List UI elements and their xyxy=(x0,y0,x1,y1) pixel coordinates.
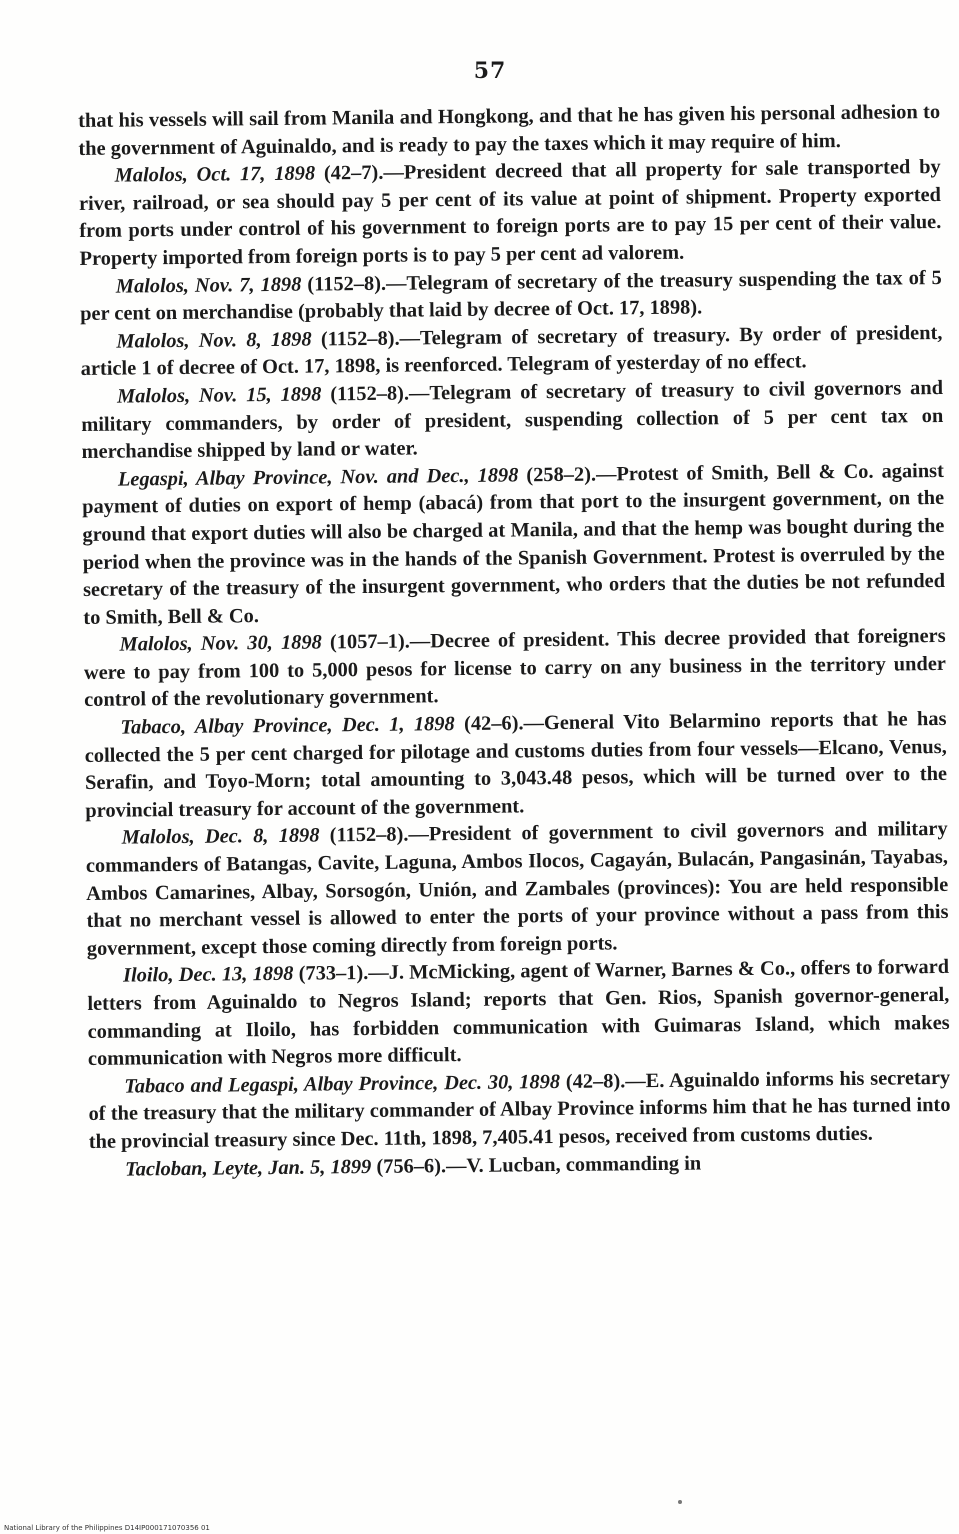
entry-place-date: Legaspi, Albay Province, Nov. and Dec., 1898 xyxy=(117,464,519,491)
paragraph xyxy=(80,320,943,384)
entry-place-date: Tabaco and Legaspi, Albay Province, Dec. 30, 1898 xyxy=(124,1070,561,1098)
entry-place-date: Malolos, Oct. 17, 1898 xyxy=(114,162,316,187)
entry-text: that his vessels will sail from Manila and Hongkong, and that he has given his personal adhesion to the government of Aguinaldo, and is ready to pay the taxes which it may require of him. xyxy=(78,100,941,160)
document-body xyxy=(78,99,951,1184)
page-number: 57 xyxy=(473,58,507,84)
paragraph xyxy=(86,816,949,963)
entry-place-date: Malolos, Nov. 7, 1898 xyxy=(115,273,302,298)
entry-place-date: Iloilo, Dec. 13, 1898 xyxy=(122,963,294,987)
paragraph xyxy=(88,1065,951,1157)
entry-place-date: Malolos, Nov. 30, 1898 xyxy=(119,631,322,656)
entry-text: (1152–8).—Telegram of secretary of treasury. By order of president, article 1 of decree of Oct. 17, 1898, is reenforced. Telegram of yesterday of no effect. xyxy=(80,321,943,381)
paragraph xyxy=(80,265,943,329)
library-footer: National Library of the Philippines D14IP000171070356 01 xyxy=(4,1524,210,1532)
paragraph xyxy=(81,375,944,467)
entry-place-date: Malolos, Nov. 15, 1898 xyxy=(116,383,322,408)
entry-text: (1152–8).—President of government to civil governors and military commanders of Batangas, Cavite, Laguna, Ambos Ilocos, Cagayán, Bulacán, Pangasinán, Tayabas, Ambos Camarines, Albay, Sorsogón, Unión, and Zambales (provinces): You are held responsible that no merchant vessel is allowed to enter the ports of your province without a pass from this government, except those coming directly from foreign ports. xyxy=(85,818,949,960)
entry-place-date: Tabaco, Albay Province, Dec. 1, 1898 xyxy=(120,713,455,739)
entry-text: (756–6).—V. Lucban, commanding in xyxy=(371,1152,702,1178)
paragraph xyxy=(78,99,941,163)
entry-text: (42–8).—E. Aguinaldo informs his secretary of the treasury that the military commander of Albay Province informs him that he has turned into the provincial treasury since Dec. 11th, 1898, 7,405.41 pesos, received from customs duties. xyxy=(88,1066,951,1153)
paragraph xyxy=(83,623,946,715)
entry-text: (1152–8).—Telegram of secretary of treasury to civil governors and military commanders, by order of president, suspending collection of 5 per cent tax on merchandise shipped by land or water. xyxy=(81,376,944,464)
entry-text: (42–7).—President decreed that all property for sale transported by river, railroad, or sea should pay 5 per cent of its value at point of shipment. Property exported from ports under control of his government to foreign ports are to pay 15 per cent of their value. Property imported from foreign ports is to pay 5 per cent ad valorem. xyxy=(78,156,942,270)
paragraph xyxy=(87,954,950,1073)
paragraph xyxy=(84,706,947,825)
entry-place-date: Malolos, Dec. 8, 1898 xyxy=(121,824,320,850)
ink-speck xyxy=(678,1500,682,1504)
entry-text: (1152–8).—Telegram of secretary of the treasury suspending the tax of 5 per cent on merchandise (probably that laid by decree of Oct. 17, 1898). xyxy=(80,266,942,326)
paragraph xyxy=(82,458,946,633)
entry-place-date: Tacloban, Leyte, Jan. 5, 1899 xyxy=(124,1155,372,1181)
entry-text: (1057–1).—Decree of president. This decree provided that foreigners were to pay from 100 to 5,000 pesos for license to carry on any business in the territory under control of the revolutionary government. xyxy=(83,625,946,712)
entry-text: (258–2).—Protest of Smith, Bell & Co. against payment of duties on export of hemp (abacá) from that port to the insurgent government, on the ground that export duties will also be charged at Manila, and that the hemp was bought during the period when the province was in the hands of the Spanish Government. Protest is overruled by the secretary of the treasury of the insurgent government, who orders that the duties be not refunded to Smith, Bell & Co. xyxy=(82,459,946,629)
paragraph xyxy=(79,154,942,273)
entry-text: (733–1).—J. McMicking, agent of Warner, Barnes & Co., offers to forward letters from Aguinaldo to Negros Island; reports that Gen. Rios, Spanish governor-general, commanding at Iloilo, has forbidden communication with Guimaras Island, which makes communication with Negros more difficult. xyxy=(87,956,950,1071)
entry-place-date: Malolos, Nov. 8, 1898 xyxy=(116,328,312,353)
entry-text: (42–6).—General Vito Belarmino reports that he has collected the 5 per cent charged for pilotage and customs duties from four vessels—Elcano, Venus, Serafin, and Toyo-Morn; total amounting to 3,043.48 pesos, which will be turned over to the provincial treasury for account of the government. xyxy=(84,708,948,822)
